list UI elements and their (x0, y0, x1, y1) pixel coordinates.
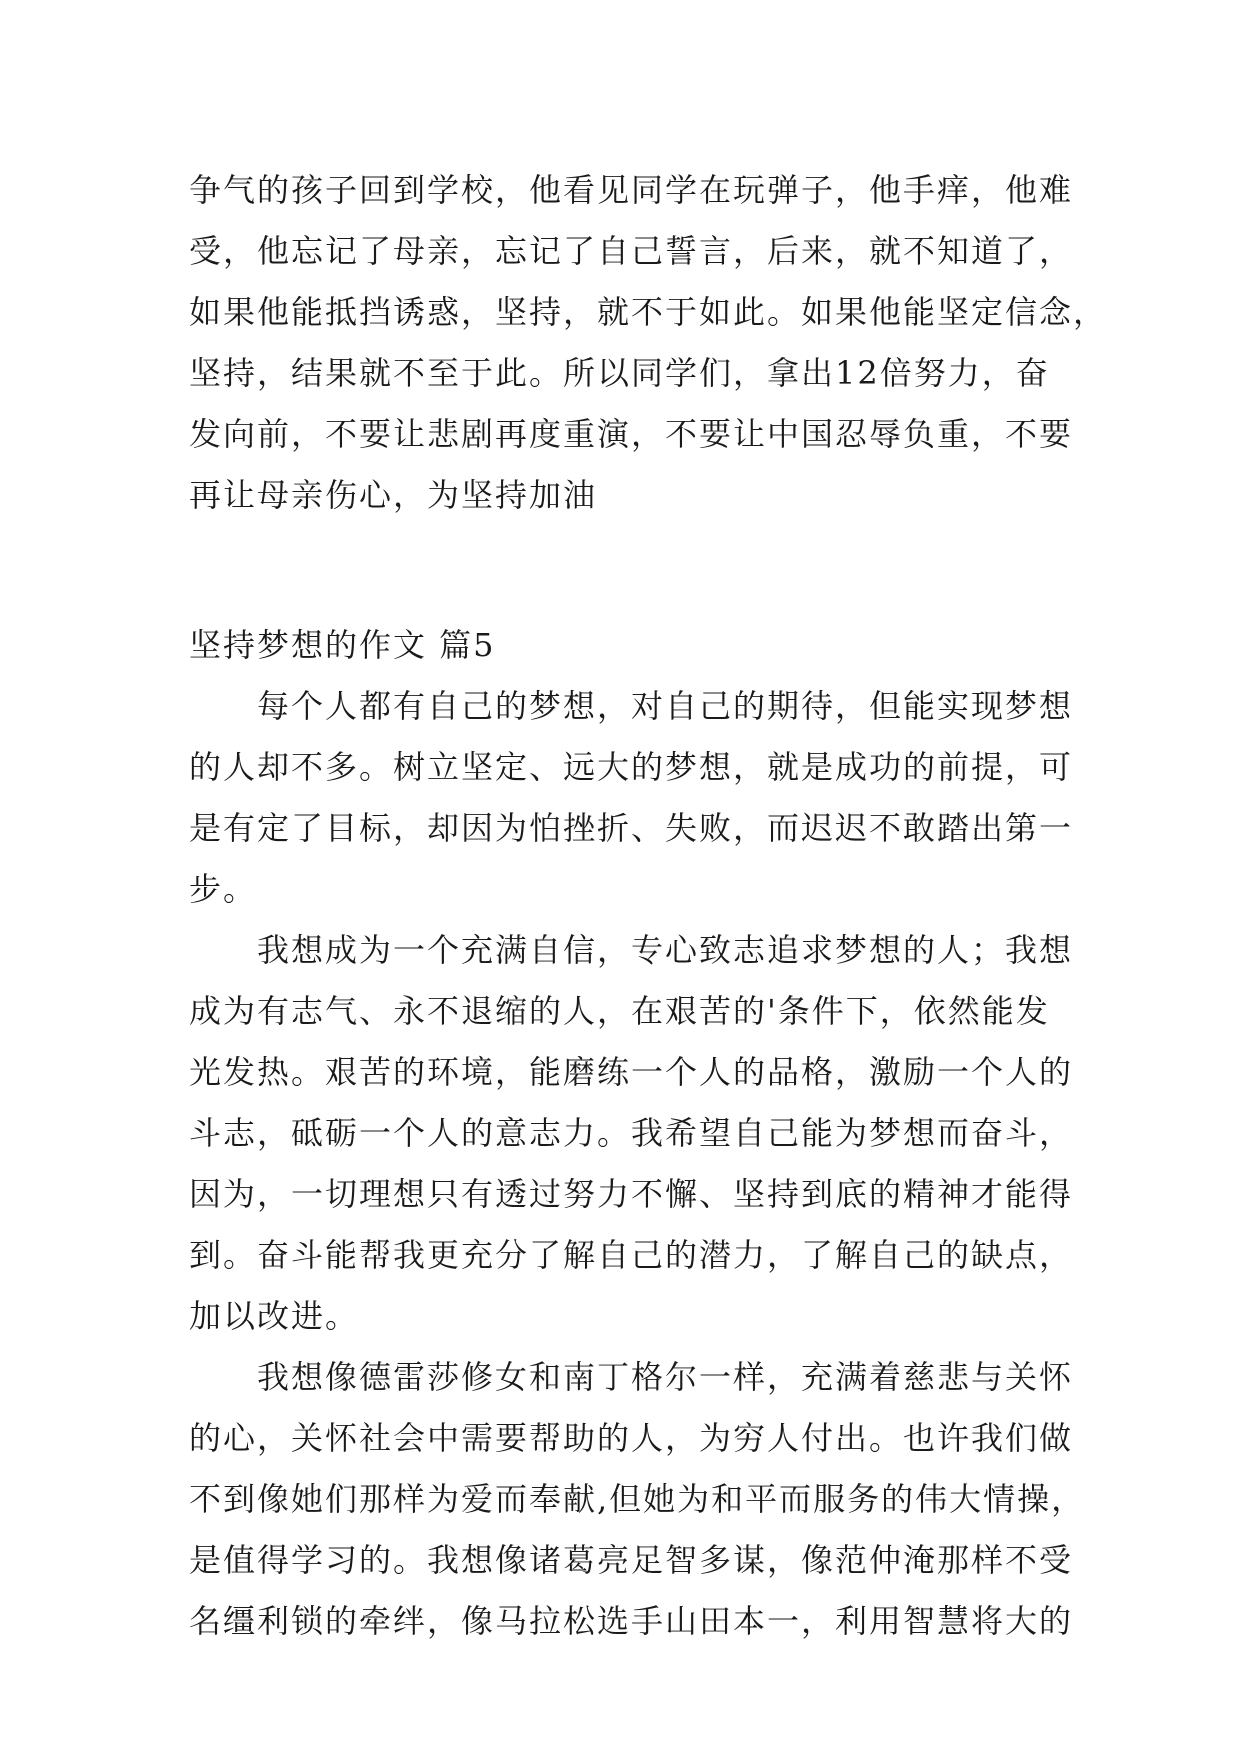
text-line: 每个人都有自己的梦想，对自己的期待，但能实现梦想 (257, 687, 1074, 725)
text-line: 加以改进。 (189, 1297, 360, 1335)
text-line: 斗志，砥砺一个人的意志力。我希望自己能为梦想而奋斗， (189, 1114, 1074, 1152)
text-line: 受，他忘记了母亲，忘记了自己誓言，后来，就不知道了， (189, 232, 1074, 270)
text-line: 是有定了目标，却因为怕挫折、失败，而迟迟不敢踏出第一 (189, 809, 1074, 847)
text-line: 光发热。艰苦的环境，能磨练一个人的品格，激励一个人的 (189, 1053, 1074, 1091)
text-line: 争气的孩子回到学校，他看见同学在玩弹子，他手痒，他难 (189, 171, 1074, 209)
text-line: 我想成为一个充满自信，专心致志追求梦想的人；我想 (257, 931, 1074, 969)
paragraph-3 (189, 1347, 1086, 1652)
text-line: 我想像德雷莎修女和南丁格尔一样，充满着慈悲与关怀 (257, 1358, 1074, 1396)
text-line: 如果他能抵挡诱惑，坚持，就不于如此。如果他能坚定信念， (189, 293, 1108, 331)
text-line: 是值得学习的。我想像诸葛亮足智多谋，像范仲淹那样不受 (189, 1541, 1074, 1579)
text-line: 发向前，不要让悲剧再度重演，不要让中国忍辱负重，不要 (189, 415, 1074, 453)
section-spacer (189, 526, 1079, 615)
paragraph-2 (189, 920, 1079, 1347)
previous-section-paragraph (189, 160, 1108, 526)
text-line: 成为有志气、永不退缩的人，在艰苦的'条件下，依然能发 (189, 992, 1050, 1030)
text-line: 因为，一切理想只有透过努力不懈、坚持到底的精神才能得 (189, 1175, 1074, 1213)
text-line: 名缰利锁的牵绊，像马拉松选手山田本一，利用智慧将大的 (189, 1602, 1074, 1640)
text-line: 坚持，结果就不至于此。所以同学们，拿出12倍努力，奋 (189, 354, 1050, 392)
paragraph-1 (189, 676, 1079, 920)
text-line: 不到像她们那样为爱而奉献,但她为和平而服务的伟大情操， (189, 1480, 1086, 1518)
text-line: 的心，关怀社会中需要帮助的人，为穷人付出。也许我们做 (189, 1419, 1074, 1457)
text-line: 再让母亲伤心，为坚持加油 (189, 476, 598, 514)
section-heading: 坚持梦想的作文 篇5 (189, 626, 496, 664)
document-body (189, 160, 1108, 1652)
text-line: 的人却不多。树立坚定、远大的梦想，就是成功的前提，可 (189, 748, 1074, 786)
text-line: 到。奋斗能帮我更充分了解自己的潜力，了解自己的缺点， (189, 1236, 1074, 1274)
text-line: 步。 (189, 870, 258, 908)
